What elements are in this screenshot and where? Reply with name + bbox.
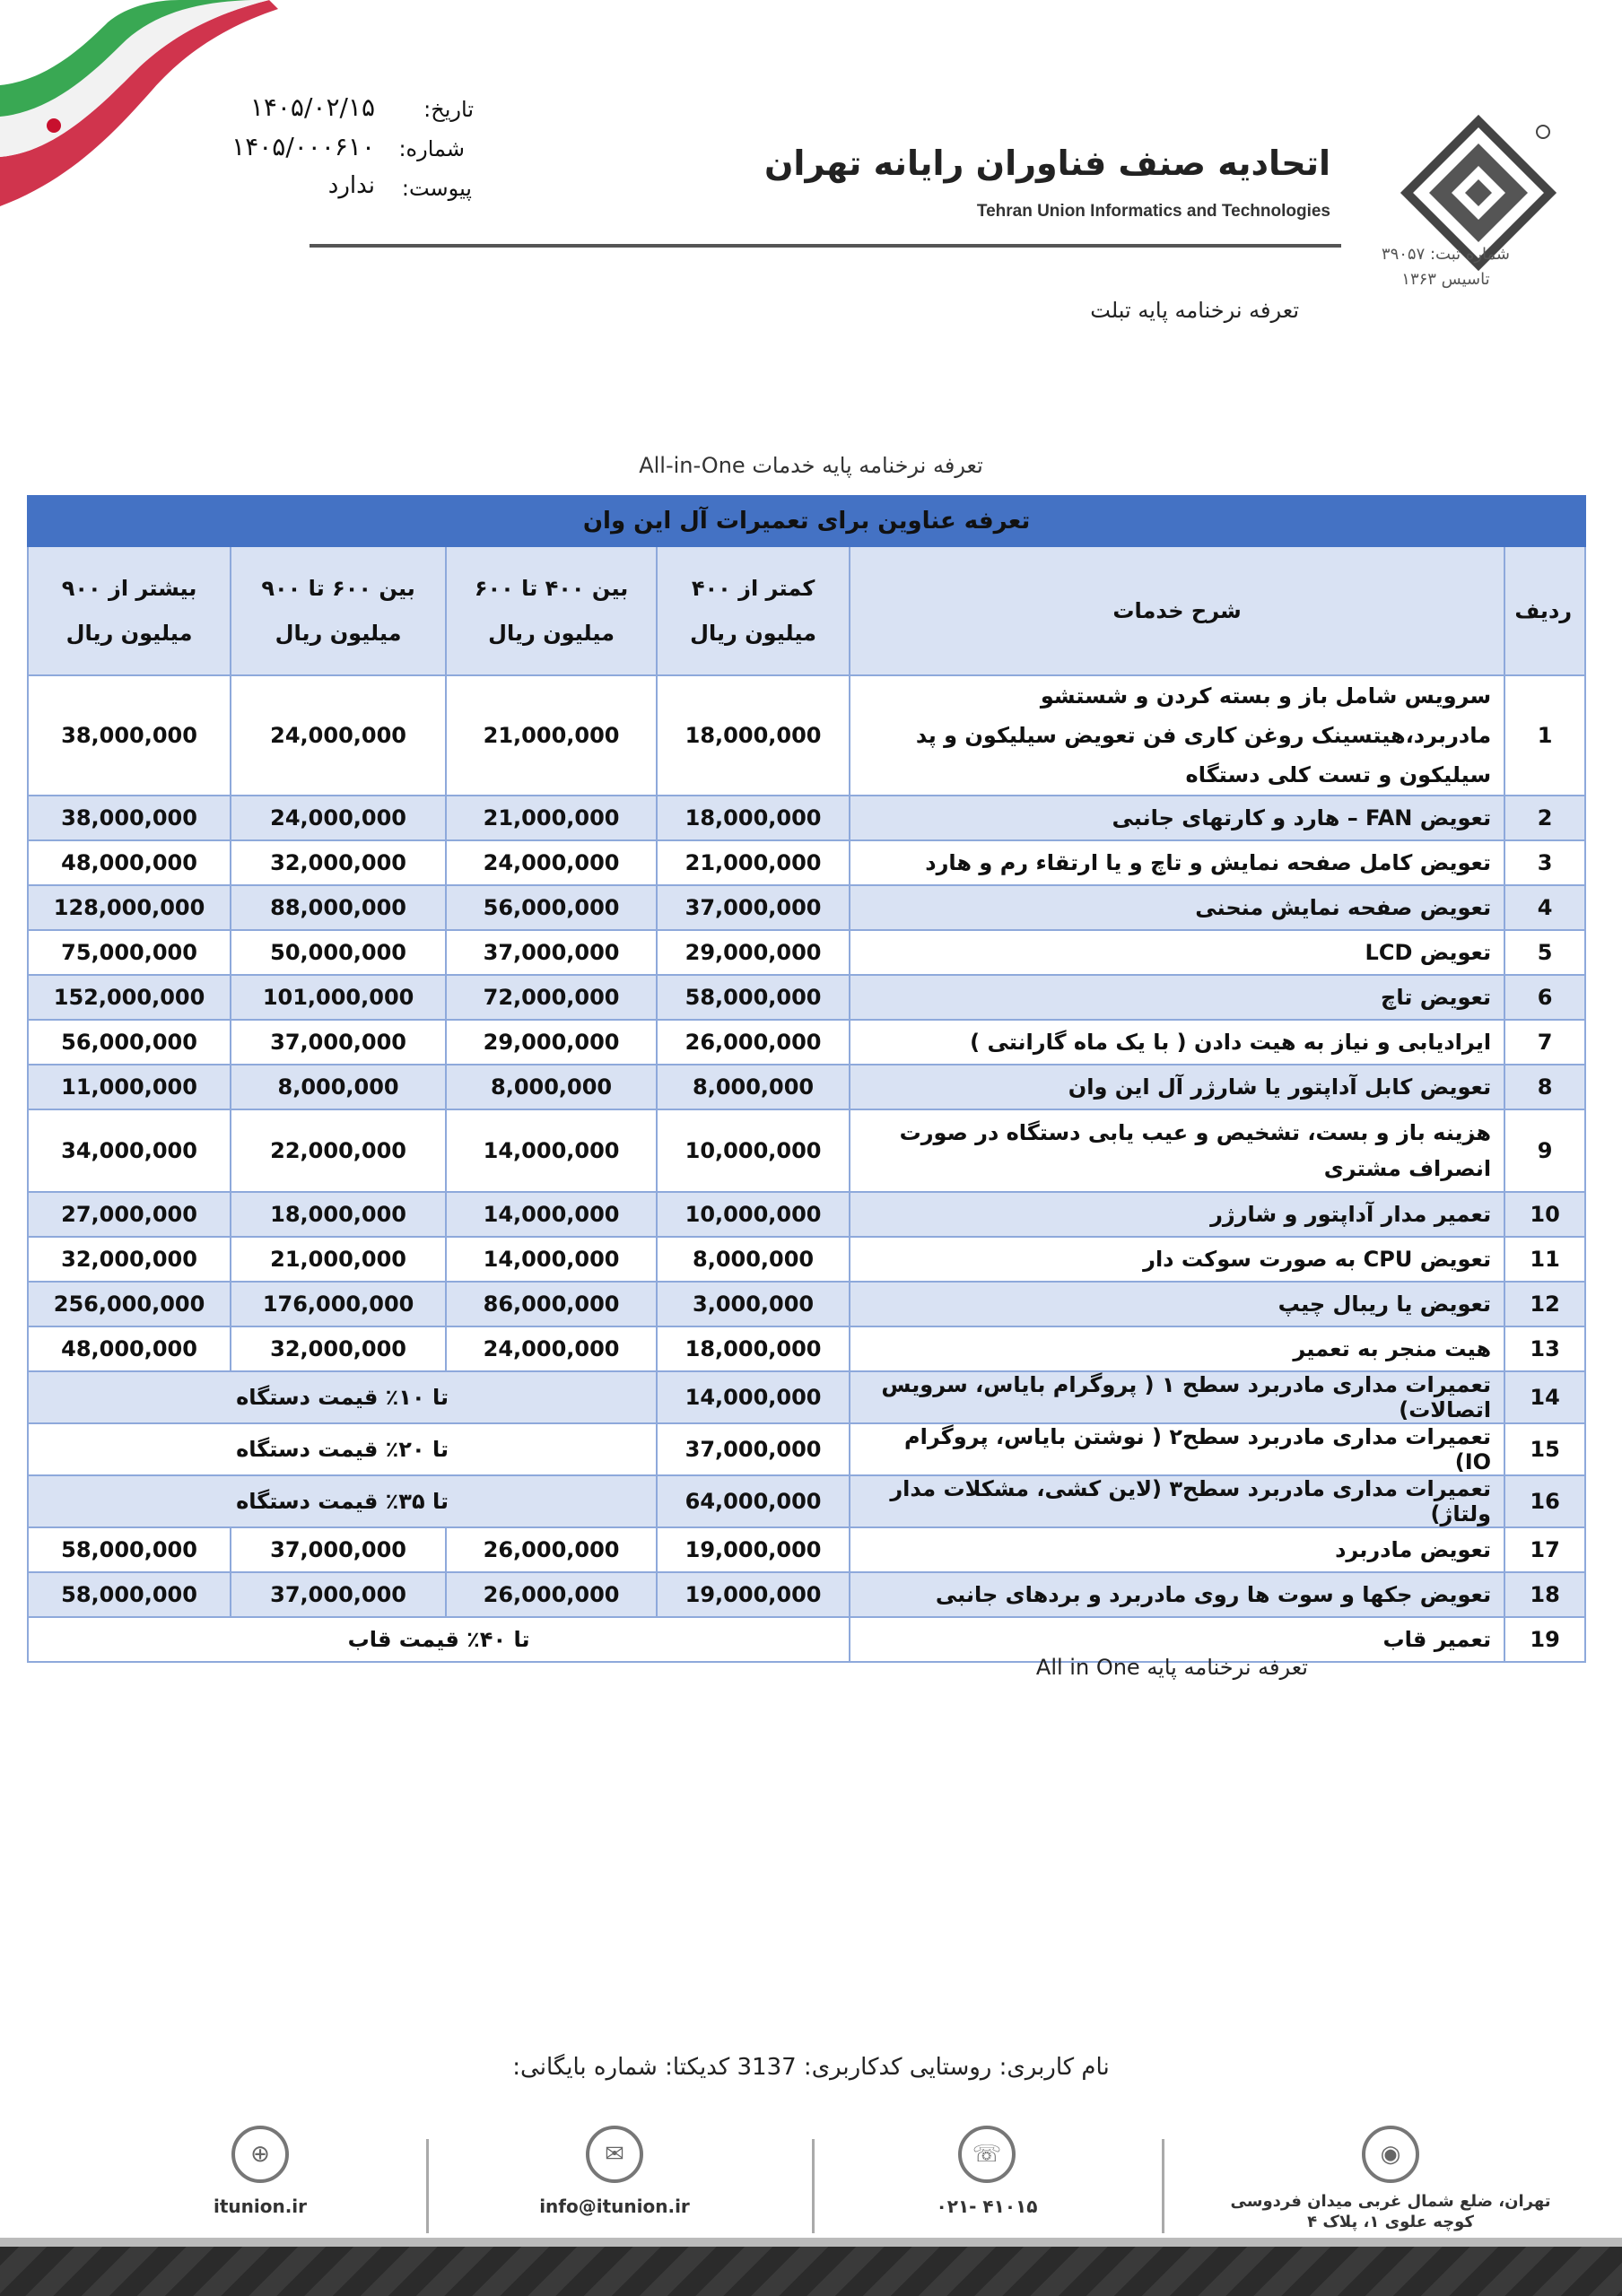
table-row: 5 تعویض LCD 29,000,000 37,000,000 50,000,000 75,000,000: [28, 930, 1585, 975]
phone-contact: [897, 2126, 1077, 2233]
table-row: 13 هیت منجر به تعمیر 18,000,000 24,000,000 32,000,000 48,000,000: [28, 1326, 1585, 1371]
envelope-icon: ✉: [586, 2126, 643, 2183]
table-row: 1 سرویس شامل باز و بسته کردن و شستشو مادربرد،هیتسینک روغن کاری فن تعویض سیلیکون و پد سیلیکون و تست کلی دستگاه 18,000,000 21,000,000 24,000,000 38,000,000: [28, 675, 1585, 796]
table-row: 4 تعویض صفحه نمایش منحنی 37,000,000 56,000,000 88,000,000 128,000,000: [28, 885, 1585, 930]
header-400-600: بین ۴۰۰ تا ۶۰۰ میلیون ریال: [446, 546, 657, 675]
footer-divider: [426, 2139, 429, 2233]
table-row: 8 تعویض کابل آداپتور یا شارژر آل این وان 8,000,000 8,000,000 8,000,000 11,000,000: [28, 1065, 1585, 1109]
org-name-english: Tehran Union Informatics and Technologies: [976, 202, 1330, 221]
table-row: 12 تعویض یا ریبال چیپ 3,000,000 86,000,000 176,000,000 256,000,000: [28, 1282, 1585, 1326]
address-contact: [1229, 2126, 1552, 2233]
address-line-2: کوچه علوی ۱، پلاک ۴: [1307, 2213, 1474, 2231]
header-divider: [310, 244, 1341, 248]
location-pin-icon: ◉: [1362, 2126, 1419, 2183]
price-table: [27, 495, 1586, 1663]
address-line-1: تهران، ضلع شمال غربی میدان فردوسی: [1230, 2192, 1551, 2211]
header-600-900: بین ۶۰۰ تا ۹۰۰ میلیون ریال: [231, 546, 446, 675]
iran-flag-graphic: [0, 0, 278, 206]
number-label: شماره:: [398, 136, 465, 161]
date-value: ۱۴۰۵/۰۲/۱۵: [249, 92, 375, 122]
table-row: 19 تعمیر قاب تا ۴۰٪ قیمت قاب: [28, 1617, 1585, 1662]
document-title: تعرفه نرخنامه پایه تبلت: [1090, 298, 1299, 323]
number-value: ۱۴۰۵/۰۰۰۶۱۰: [231, 132, 375, 161]
org-name-persian: اتحادیه صنف فناوران رایانه تهران: [764, 144, 1330, 183]
table-row: 15 تعمیرات مداری مادربرد سطح۲ ( نوشتن بایاس، پروگرام IO) 37,000,000 تا ۲۰٪ قیمت دستگاه: [28, 1423, 1585, 1475]
table-row: 11 تعویض CPU به صورت سوکت دار 8,000,000 14,000,000 21,000,000 32,000,000: [28, 1237, 1585, 1282]
footer-divider: [812, 2139, 815, 2233]
email-text: info@itunion.ir: [539, 2196, 690, 2217]
table-row: 10 تعمیر مدار آداپتور و شارژر 10,000,000 14,000,000 18,000,000 27,000,000: [28, 1192, 1585, 1237]
table-caption: تعرفه نرخنامه پایه خدمات All-in-One: [639, 453, 983, 478]
table-row: 2 تعویض FAN – هارد و کارتهای جانبی 18,000,000 21,000,000 24,000,000 38,000,000: [28, 796, 1585, 840]
footer-divider: [1162, 2139, 1164, 2233]
table-row: 14 تعمیرات مداری مادربرد سطح ۱ ( پروگرام بایاس، سرویس اتصالات) 14,000,000 تا ۱۰٪ قیمت دستگاه: [28, 1371, 1585, 1423]
globe-icon: ⊕: [231, 2126, 289, 2183]
table-row: 17 تعویض مادربرد 19,000,000 26,000,000 37,000,000 58,000,000: [28, 1527, 1585, 1572]
registration-info: شماره ثبت: ۳۹۰۵۷ تاسیس ۱۳۶۳: [1381, 245, 1510, 289]
header-index: ردیف: [1504, 546, 1585, 675]
email-contact: [511, 2126, 718, 2233]
table-row: 16 تعمیرات مداری مادربرد سطح۳ (لاین کشی، مشکلات مدار ولتاژ) 64,000,000 تا ۳۵٪ قیمت دستگاه: [28, 1475, 1585, 1527]
header-over-900: بیشتر از ۹۰۰ میلیون ریال: [28, 546, 231, 675]
table-row: 3 تعویض کامل صفحه نمایش و تاچ و یا ارتقاء رم و هارد 21,000,000 24,000,000 32,000,000 48,000,000: [28, 840, 1585, 885]
table-footnote: تعرفه نرخنامه پایه All in One: [1035, 1655, 1308, 1680]
footer-band-top: [0, 2238, 1622, 2247]
table-row: 9 هزینه باز و بست، تشخیص و عیب یابی دستگاه در صورت انصراف مشتری 10,000,000 14,000,000 22,000,000 34,000,000: [28, 1109, 1585, 1192]
phone-text: ۰۲۱- ۴۱۰۱۵: [936, 2196, 1038, 2217]
attachment-value: ندارد: [327, 172, 375, 199]
header-desc: شرح خدمات: [850, 546, 1504, 675]
user-info-line: نام کاربری: روستایی کدکاربری: 3137 کدیکتا: شماره بایگانی:: [512, 2054, 1110, 2081]
table-row: 18 تعویض جکها و سوت ها روی مادربرد و بردهای جانبی 19,000,000 26,000,000 37,000,000 58,000,000: [28, 1572, 1585, 1617]
date-label: تاریخ:: [423, 97, 474, 122]
table-title: تعرفه عناوین برای تعمیرات آل این وان: [28, 496, 1585, 546]
attachment-label: پیوست:: [401, 176, 472, 201]
phone-icon: ☏: [958, 2126, 1016, 2183]
header-under-400: کمتر از ۴۰۰ میلیون ریال: [657, 546, 850, 675]
website-contact: [161, 2126, 359, 2233]
table-row: 6 تعویض تاچ 58,000,000 72,000,000 101,000,000 152,000,000: [28, 975, 1585, 1020]
website-text: itunion.ir: [213, 2196, 308, 2217]
table-row: 7 ایرادیابی و نیاز به هیت دادن ( با یک ماه گارانتی ) 26,000,000 29,000,000 37,000,000 56,000,000: [28, 1020, 1585, 1065]
